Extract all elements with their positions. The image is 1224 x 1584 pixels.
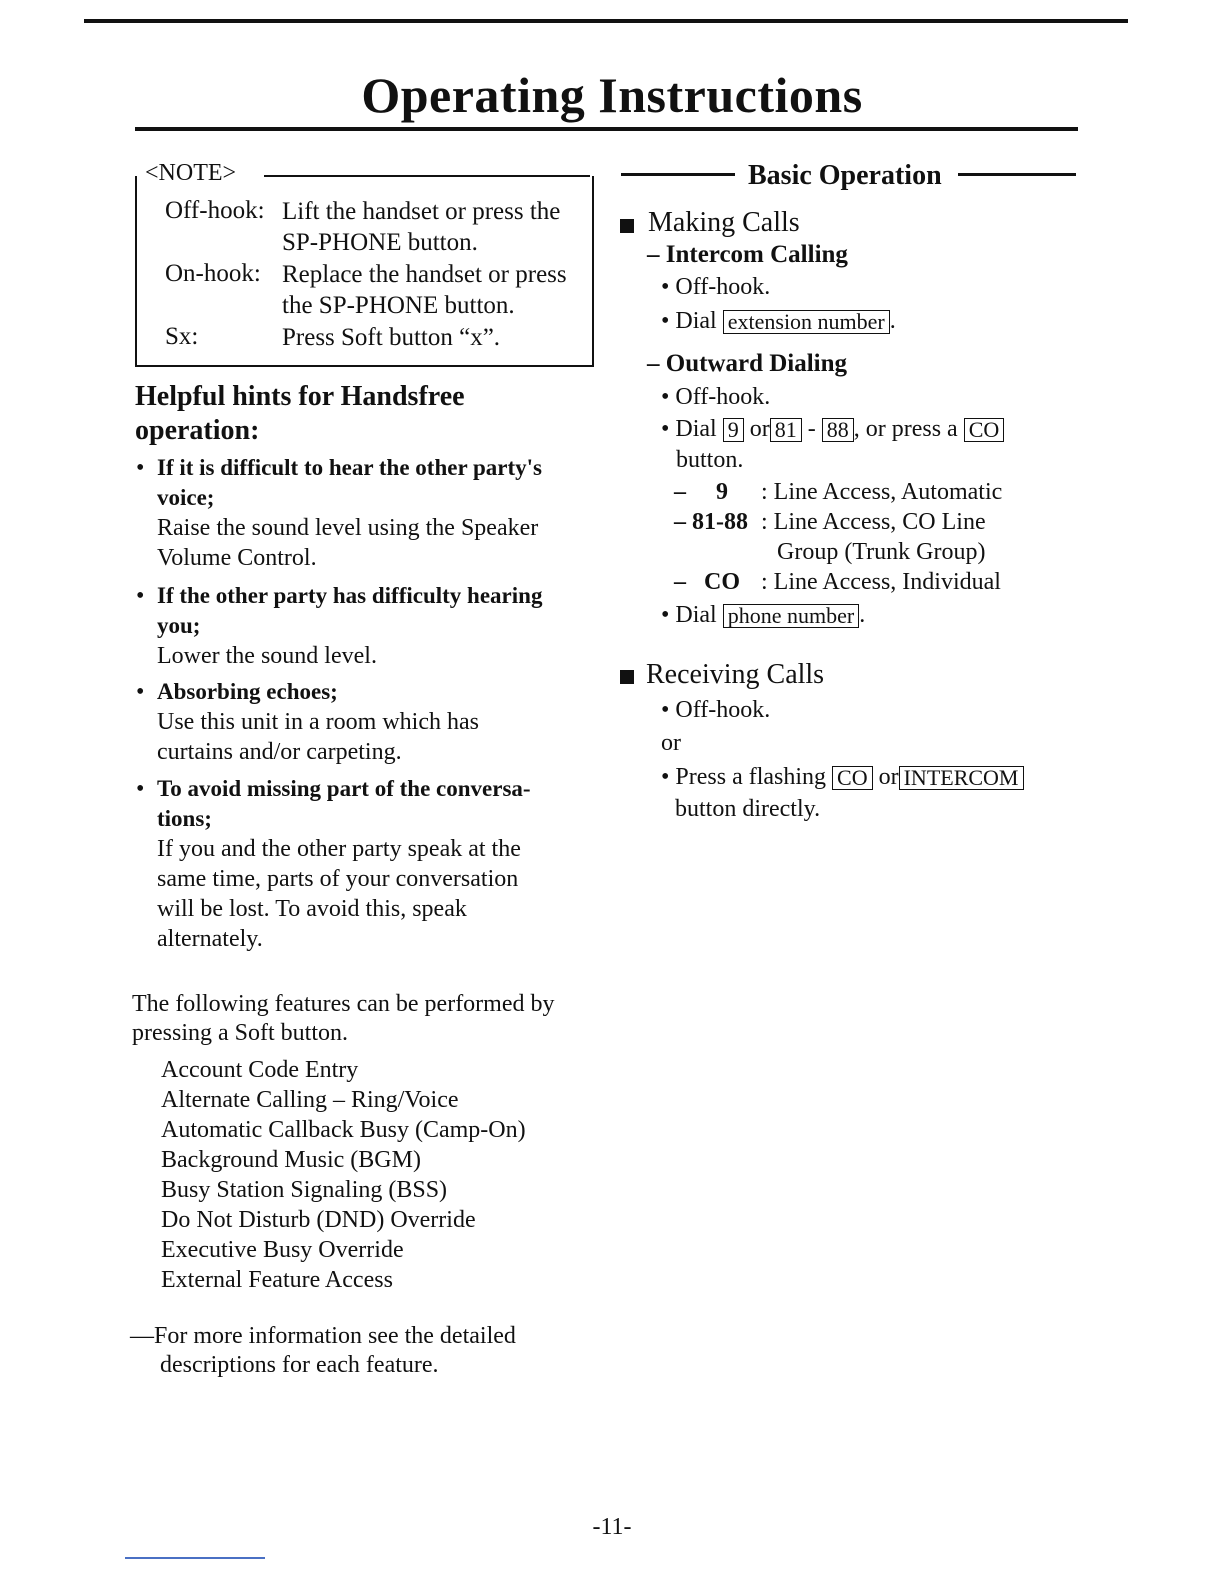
- top-rule: [84, 19, 1128, 23]
- more-info: —For more information see the detailed descriptions for each feature.: [130, 1323, 516, 1378]
- receiving-calls-heading: Receiving Calls: [646, 659, 825, 690]
- note-label: <NOTE>: [145, 160, 237, 186]
- bullet: •: [136, 583, 145, 609]
- square-bullet-icon: [620, 670, 634, 684]
- code-desc: : Line Access, Automatic: [761, 479, 1003, 505]
- footer-rule: [125, 1557, 265, 1559]
- hint-body: If you and the other party speak at the same time, parts of your conversation will be lost. To avoid this, speak alternately.: [157, 836, 521, 952]
- receiving-step-press: • Press a flashing CO or INTERCOM: [661, 762, 1024, 792]
- intercom-key: INTERCOM: [899, 766, 1024, 790]
- code-desc: : Line Access, Individual: [761, 569, 1001, 595]
- hint-title: If the other party has difficulty hearing you;: [157, 583, 543, 638]
- title-rule: [135, 127, 1078, 131]
- feature-item: Automatic Callback Busy (Camp-On): [161, 1117, 526, 1143]
- page-title: Operating Instructions: [361, 67, 863, 123]
- code-co: – CO: [674, 569, 740, 595]
- hint-item: [157, 677, 602, 767]
- hint-body: Raise the sound level using the Speaker Volume Control.: [157, 515, 539, 571]
- receiving-step-press-cont: button directly.: [675, 796, 821, 822]
- intercom-heading: – Intercom Calling: [647, 241, 848, 268]
- hints-heading-line: operation:: [135, 415, 260, 446]
- bullet: •: [136, 455, 145, 481]
- bullet: •: [136, 679, 145, 705]
- note-def-line: Replace the handset or press: [282, 261, 567, 288]
- code-81-88: – 81-88: [674, 509, 748, 535]
- feature-item: Do Not Disturb (DND) Override: [161, 1207, 476, 1233]
- soft-intro: The following features can be performed by pressing a Soft button.: [132, 991, 555, 1046]
- receiving-or: or: [661, 730, 681, 756]
- feature-item: Executive Busy Override: [161, 1237, 404, 1263]
- note-term-offhook: Off-hook:: [165, 197, 265, 224]
- hint-title: Absorbing echoes;: [157, 679, 338, 704]
- note-box-top-line: [264, 175, 590, 177]
- hint-item: [157, 774, 602, 954]
- note-def-line: Lift the handset or press the: [282, 198, 561, 225]
- code-9: – 9: [674, 479, 728, 505]
- code-desc: : Line Access, CO Line: [761, 509, 986, 535]
- outward-heading: – Outward Dialing: [647, 350, 848, 377]
- hint-item: [157, 453, 602, 573]
- outward-step-dial: • Dial 9 or 81 - 88 , or press a CO: [661, 414, 1004, 444]
- section-rule-right: [958, 173, 1076, 176]
- feature-item: Alternate Calling – Ring/Voice: [161, 1087, 459, 1113]
- page-number: -11-: [592, 1514, 632, 1540]
- section-rule-left: [621, 173, 735, 176]
- outward-button-text: button.: [676, 447, 744, 473]
- hint-body: Lower the sound level.: [157, 643, 377, 669]
- note-term-onhook: On-hook:: [165, 260, 261, 287]
- extension-number-key: extension number: [723, 310, 890, 334]
- intercom-step-offhook: • Off-hook.: [661, 274, 771, 300]
- hint-title: If it is difficult to hear the other party's voice;: [157, 455, 543, 510]
- intercom-step-dial: • Dial extension number .: [661, 308, 896, 335]
- section-title: Basic Operation: [748, 160, 942, 191]
- hints-heading-line: Helpful hints for Handsfree: [135, 381, 465, 412]
- hint-body: Use this unit in a room which has curtains and/or carpeting.: [157, 709, 479, 765]
- hint-item: [157, 581, 602, 671]
- outward-step-dial-phone: • Dial phone number .: [661, 602, 866, 629]
- co-key: CO: [832, 766, 873, 790]
- key-9: 9: [723, 418, 744, 442]
- feature-list: [161, 1055, 601, 1295]
- feature-item: External Feature Access: [161, 1267, 393, 1293]
- note-def-sx: Press Soft button “x”.: [282, 324, 501, 351]
- outward-step-offhook: • Off-hook.: [661, 384, 771, 410]
- note-def-offhook: [282, 196, 560, 258]
- code-desc: Group (Trunk Group): [777, 539, 986, 565]
- feature-item: Account Code Entry: [161, 1057, 359, 1083]
- key-co: CO: [964, 418, 1005, 442]
- key-81: 81: [770, 418, 802, 442]
- note-def-onhook: [282, 259, 567, 321]
- feature-item: Busy Station Signaling (BSS): [161, 1177, 448, 1203]
- receiving-step-offhook: • Off-hook.: [661, 697, 771, 723]
- phone-number-key: phone number: [723, 604, 859, 628]
- bullet: •: [136, 776, 145, 802]
- key-88: 88: [822, 418, 854, 442]
- note-def-line: SP-PHONE button.: [282, 229, 478, 256]
- note-term-sx: Sx:: [165, 323, 199, 350]
- hint-title: To avoid missing part of the conversa- tions;: [157, 776, 531, 831]
- feature-item: Background Music (BGM): [161, 1147, 421, 1173]
- making-calls-heading: Making Calls: [648, 207, 800, 238]
- note-def-line: the SP-PHONE button.: [282, 292, 515, 319]
- square-bullet-icon: [620, 219, 634, 233]
- hints-heading: [135, 380, 595, 448]
